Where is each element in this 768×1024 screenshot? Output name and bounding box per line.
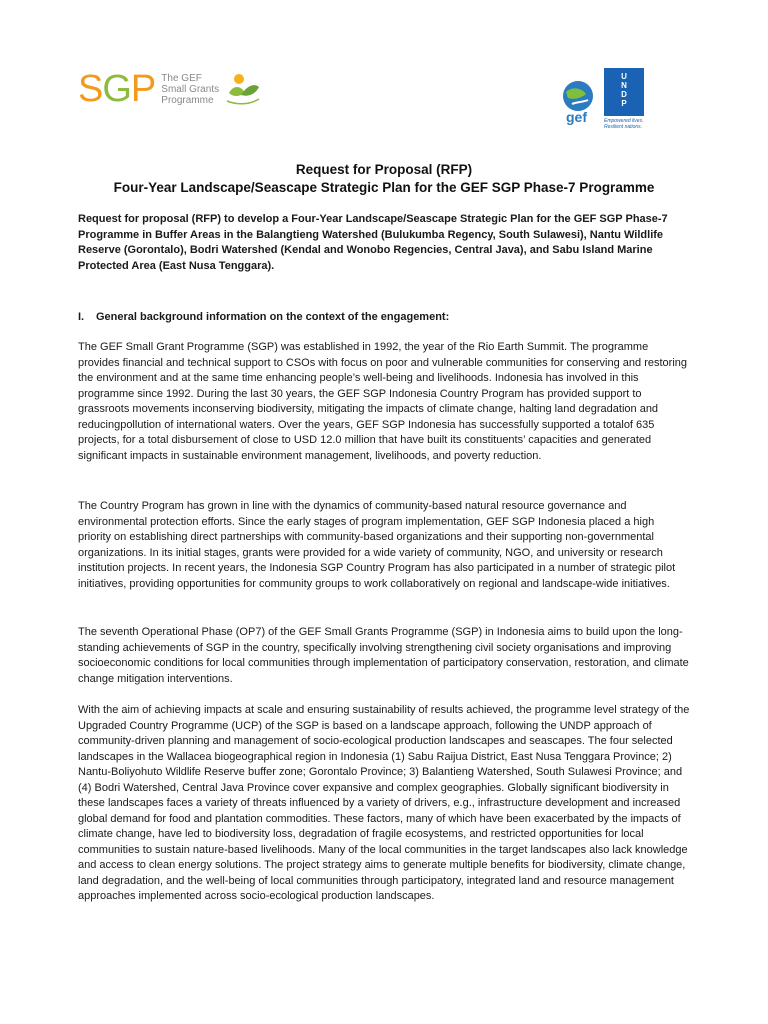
undp-tagline: Empowered lives. Resilient nations.: [604, 118, 644, 130]
intro-paragraph: Request for proposal (RFP) to develop a Four-Year Landscape/Seascape Strategic Plan for the GEF SGP Phase-7 Programme in Buffer Areas in the Balangtieng Watershed (Bulukumba Regency, South Sulawesi), Nantu Wildlife Reserve (Gorontalo), Bodri Watershed (Kendal and Wonobo Regencies, Central Java), and Sabu Island Marine Protected Area (East Nusa Tenggara).: [78, 213, 668, 272]
sgp-leaf-icon: [225, 71, 261, 107]
undp-letter-d: D: [621, 90, 627, 99]
sgp-logo-letter-g: G: [102, 68, 131, 110]
title-line-1: Request for Proposal (RFP): [295, 162, 473, 177]
section-heading: [78, 310, 690, 326]
gef-logo-text: gef: [566, 109, 587, 125]
sgp-logo-mark: [78, 70, 155, 108]
sgp-logo: [78, 66, 261, 112]
sgp-logo-line2: Small Grants: [161, 83, 220, 95]
body-paragraph-2: The Country Program has grown in line with the dynamics of community-based natural resource governance and environmental protection efforts. Since the early stages of program implementation, GEF SGP Indonesia placed a high priority on establishing direct partnerships with community-based organizations and their supporting non-governmental organizations. In its initial stages, grants were provided for a wide variety of community, NGO, and university or research institution projects. In recent years, the Indonesia SGP Country Program has also participated in a number of strategic pilot initiatives, providing opportunities for community groups to work collaboratively on regional and landscape-wide initiatives.: [78, 500, 676, 590]
section-heading-text: General background information on the context of the engagement:: [96, 311, 450, 323]
gef-logo: [552, 76, 602, 126]
undp-letter-p: P: [621, 99, 627, 108]
body-paragraph-3: The seventh Operational Phase (OP7) of the GEF Small Grants Programme (SGP) in Indonesia aims to build upon the long-standing achievements of SGP in the country, specifically involving strengthening civil society organisations and improving socioeconomic conditions for local communities through implementation of participatory conservation, restoration, and climate change mitigation interventions.: [78, 626, 689, 685]
section-number: I.: [78, 311, 85, 323]
sgp-logo-line3: Programme: [161, 94, 214, 106]
undp-letter-n: N: [621, 81, 627, 90]
sgp-logo-letter-p: P: [130, 68, 156, 110]
undp-logo: [604, 68, 652, 136]
body-paragraph-1: The GEF Small Grant Programme (SGP) was established in 1992, the year of the Rio Earth Summit. The programme provides financial and technical support to CSOs with focus on poor and vulnerable communities for conserving and restoring the environment and at the same time enhancing people’s well-being and livelihoods. Indonesia has involved in this programme since 1992. During the last 30 years, the GEF SGP Indonesia Country Program has provided support to grassroots movements inconserving biodiversity, mitigating the impacts of climate change, halting land degradation and reducingpollution of international waters. Over the years, GEF SGP Indonesia has successfully supported a totalof 635 projects, for a total disbursement of close to USD 12.0 million that have built its constituents’ capacities and generated significant impacts in sustainable environment management, livelihoods, and poverty reduction.: [78, 341, 687, 462]
sgp-logo-line1: The GEF: [161, 72, 202, 84]
sgp-logo-text: [161, 73, 219, 106]
title-line-2: Four-Year Landscape/Seascape Strategic Plan for the GEF SGP Phase-7 Programme: [113, 180, 655, 195]
undp-logo-box: [604, 68, 644, 116]
undp-letter-u: U: [621, 72, 627, 81]
body-paragraph-4: With the aim of achieving impacts at scale and ensuring sustainability of results achieved, the programme level strategy of the Upgraded Country Programme (UCP) of the SGP is based on a landscape approach, following the UNDP approach of community-driven planning and management of socio-ecological production landscapes and seascapes. The four selected landscapes in the Wallacea biogeographical region in Indonesia (1) Sabu Raijua District, East Nusa Tenggara Province; 2) Nantu-Boliyohuto Wildlife Reserve buffer zone; Gorontalo Province; 3) Balantieng Watershed, South Sulawesi Province; and (4) Bodri Watershed, Central Java Province cover expansive and complex geographies. Globally significant biodiversity in these landscapes faces a variety of threats influenced by a variety of drivers, e.g., infrastructure development and increased global demand for food and plantation commodities. These factors, many of which have been exacerbated by the impacts of climate change, have led to biodiversity loss, degradation of fragile ecosystems, and restricted opportunities for local communities to sustain nature-based livelihoods. Many of the local communities in the target landscapes also lack knowledge and access to clean energy solutions. The project strategy aims to generate multiple benefits for biodiversity, climate change, land degradation, and the well-being of local communities through participatory, integrated land and resource management approaches implemented across socio-ecological production landscapes.: [78, 704, 690, 902]
sgp-logo-letter-s: S: [78, 68, 103, 110]
